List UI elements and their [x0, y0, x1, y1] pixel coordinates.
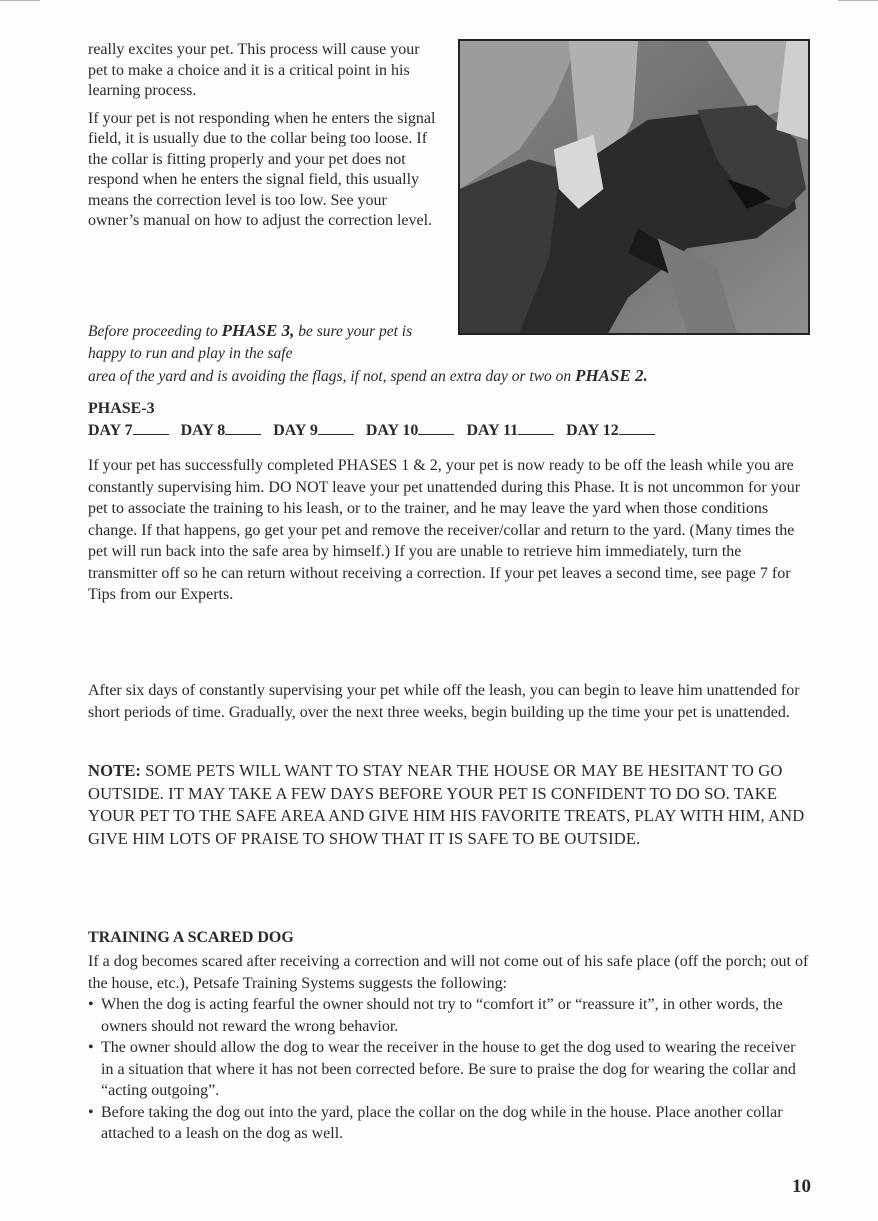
- training-bullets: [88, 994, 810, 1145]
- intro-paragraph-1: really excites your pet. This process will cause your pet to make a choice and it is a critical point in his learning process.: [88, 41, 420, 99]
- page-number: 10: [792, 1176, 811, 1197]
- dog-photo: [458, 39, 810, 335]
- list-item: [88, 994, 810, 1037]
- body-paragraph-1-text: If your pet has successfully completed PHASES 1 & 2, your pet is now ready to be off the leash while you are constantly supervising him. DO NOT leave your pet unattended during this Phase. It is not uncommon for your pet to associate the training to his leash, or to the trainer, and he may leave the yard when those conditions change. If that happens, go get your pet and remove the receiver/collar and return to the yard. (Many times the pet will run back into the safe area by himself.) If you are unable to retrieve him immediately, turn the transmitter off so he can return without receiving a correction. If your pet leaves a second time, see page 7 for Tips from our Experts.: [88, 457, 801, 603]
- day-11-label: DAY 11: [466, 422, 519, 439]
- day-9-label: DAY 9: [273, 422, 318, 439]
- bullet-icon: •: [88, 996, 94, 1013]
- day-8: [181, 420, 262, 442]
- day-10-label: DAY 10: [365, 422, 419, 439]
- day-11-blank: [518, 420, 554, 435]
- dog-photo-image: [460, 41, 808, 333]
- training-section: [88, 951, 810, 1145]
- day-11: [466, 420, 554, 442]
- bullet-text: When the dog is acting fearful the owner should not try to “comfort it” or “reassure it”, in other words, the owners should not reward the wrong behavior.: [101, 996, 783, 1035]
- day-9: [273, 420, 354, 442]
- training-heading: TRAINING A SCARED DOG: [88, 929, 294, 946]
- note-text: SOME PETS WILL WANT TO STAY NEAR THE HOUSE OR MAY BE HESITANT TO GO OUTSIDE. IT MAY TAKE A FEW DAYS BEFORE YOUR PET IS CONFIDENT TO DO SO. TAKE YOUR PET TO THE SAFE AREA AND GIVE HIM HIS FAVORITE TREATS, PLAY WITH HIM, AND GIVE HIM LOTS OF PRAISE TO SHOW THAT IT IS SAFE TO BE OUTSIDE.: [88, 761, 805, 848]
- day-12: [566, 420, 655, 442]
- day-7-label: DAY 7: [88, 422, 133, 439]
- list-item: [88, 1102, 810, 1145]
- phase-3-section: [88, 398, 808, 442]
- body-paragraph-2: [88, 680, 810, 723]
- day-12-label: DAY 12: [566, 422, 619, 439]
- day-12-blank: [619, 420, 655, 435]
- day-10-blank: [418, 420, 454, 435]
- day-10: [366, 420, 455, 442]
- day-7: [88, 420, 169, 442]
- list-item: [88, 1037, 810, 1102]
- italic-prefix: Before proceeding to: [88, 323, 222, 340]
- day-8-label: DAY 8: [180, 422, 226, 439]
- body-paragraph-2-text: After six days of constantly supervising your pet while off the leash, you can begin to leave him unattended for short periods of time. Gradually, over the next three weeks, begin building up the time your pet is unattended.: [88, 682, 800, 721]
- training-intro: If a dog becomes scared after receiving a correction and will not come out of his safe place (off the porch; out of the house, etc.), Petsafe Training Systems suggests the following:: [88, 953, 809, 992]
- italic-reminder-line-1: [88, 320, 438, 365]
- phase-title: PHASE-3: [88, 400, 155, 417]
- day-9-blank: [318, 420, 354, 435]
- bullet-text: The owner should allow the dog to wear the receiver in the house to get the dog used to wearing the receiver in a situation that where it has not been corrected before. Be sure to praise the dog for wearing the collar and “acting outgoing”.: [101, 1039, 796, 1099]
- italic-reminder-line-2: [88, 368, 648, 385]
- day-checklist: [88, 420, 808, 442]
- body-paragraph-1: [88, 455, 810, 606]
- note-label: NOTE:: [88, 761, 142, 780]
- bullet-icon: •: [88, 1039, 94, 1056]
- bullet-icon: •: [88, 1103, 94, 1121]
- phase-2-reference: PHASE 2.: [575, 366, 648, 385]
- phase-3-reference: PHASE 3,: [221, 321, 295, 340]
- day-8-blank: [225, 420, 261, 435]
- crop-mark-left: [0, 0, 40, 1]
- intro-paragraph-2: If your pet is not responding when he enters the signal field, it is usually due to the collar being too loose. If the collar is fitting properly and your pet does not respond when he enters the signal field, this usually means the correction level is too low. See your owner’s manual on how to adjust the correction level.: [88, 109, 436, 229]
- intro-text: [88, 40, 438, 239]
- bullet-text: Before taking the dog out into the yard, place the collar on the dog while in the house. Place another collar attached to a leash on the dog as well.: [101, 1103, 783, 1142]
- note-block: [88, 760, 810, 850]
- italic-reminder: [88, 320, 808, 388]
- day-7-blank: [133, 420, 169, 435]
- italic-suffix: be sure your pet is happy to run and play in the safe: [88, 323, 413, 362]
- crop-mark-right: [838, 0, 878, 1]
- italic-line-2: area of the yard and is avoiding the flags, if not, spend an extra day or two on: [88, 368, 576, 385]
